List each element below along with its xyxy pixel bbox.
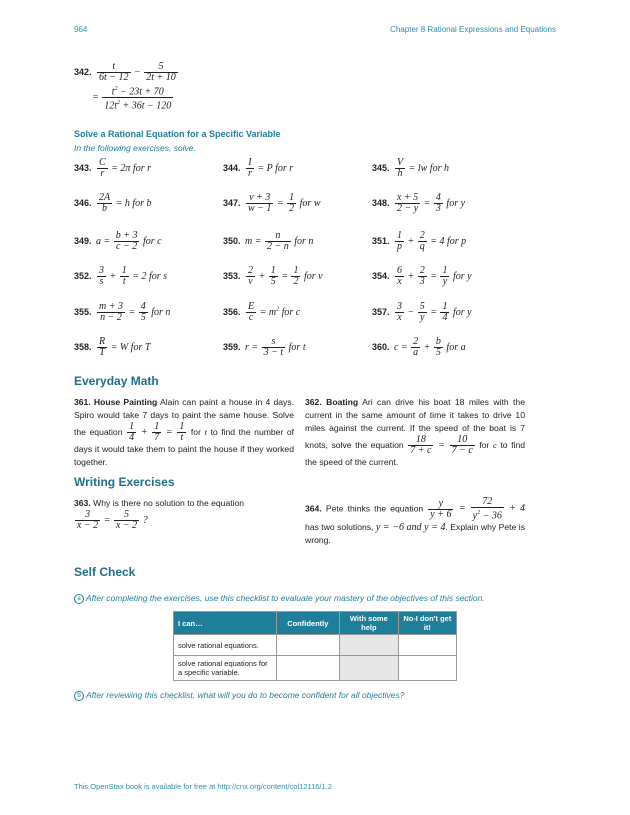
table-cell: solve rational equations for a specific variable. (174, 656, 277, 681)
exercise-362: 362. Boating Ari can drive his boat 18 miles with the current in the same amount of time it takes to drive 10 miles against the current. If the speed of the boat is 7 knots, solve the equation $\frac{18}{7 + c}$ = $\frac{10}{7 - c}$ for c to find the speed of the current. (305, 397, 526, 467)
exercise-346: 346. $\frac{2A}{b}$ = h for b (74, 192, 152, 215)
section-instruction: In the following exercises, solve. (74, 143, 196, 153)
exercise-352: 352. $\frac{3}{s}$ + $\frac{1}{t}$ = 2 for s (74, 265, 168, 288)
a-marker-icon: a (74, 594, 84, 604)
table-cell[interactable] (340, 656, 399, 681)
exercise-353: 353. $\frac{2}{v}$ + $\frac{1}{5}$ = $\frac{1}{2}$ for v (223, 265, 323, 288)
self-check-table (173, 611, 457, 681)
exercise-355: 355. $\frac{m + 3}{n - 2}$ = $\frac{4}{5}$ for n (74, 301, 171, 324)
exercise-363: 363. Why is there no solution to the equation $\frac{3}{x - 2}$ = $\frac{5}{x - 2}$ ? (74, 498, 245, 531)
table-row (174, 635, 457, 656)
exercise-342 (74, 62, 179, 83)
exercise-357: 357. $\frac{3}{x}$ − $\frac{5}{y}$ = $\frac{1}{4}$ for y (372, 301, 472, 324)
exercise-364: 364. Pete thinks the equation $\frac{y}{y + 6}$ = $\frac{72}{y^2 - 36}$ + 4 has two solutions, y = −6 and y = 4. Explain why Pete is wrong. (305, 496, 526, 546)
table-cell[interactable] (398, 656, 456, 681)
exercise-number: 342. (74, 67, 92, 77)
table-header: Confidently (276, 612, 339, 635)
equation: $\frac{t}{6t - 12}$ − $\frac{5}{2t + 10}$ (98, 61, 176, 84)
exercise-359: 359. r = $\frac{s}{3 - t}$ for t (223, 336, 306, 359)
exercise-344: 344. $\frac{I}{r}$ = P for r (223, 157, 294, 180)
self-check-prompt-b: b After reviewing this checklist, what will you do to become confident for all objectives? (74, 690, 404, 701)
table-header: I can… (174, 612, 277, 635)
exercise-354: 354. $\frac{6}{x}$ + $\frac{2}{3}$ = $\frac{1}{y}$ for y (372, 265, 472, 288)
table-cell: solve rational equations. (174, 635, 277, 656)
self-check-prompt-a: a After completing the exercises, use this checklist to evaluate your mastery of the objectives of this section. (74, 593, 485, 604)
exercise-358: 358. $\frac{R}{T}$ = W for T (74, 336, 151, 359)
exercise-349: 349. a = $\frac{b + 3}{c - 2}$ for c (74, 230, 162, 253)
exercise-348: 348. $\frac{x + 5}{2 - y}$ = $\frac{4}{3}$ for y (372, 192, 466, 215)
exercise-356: 356. $\frac{E}{c}$ = $m^2$ for c (223, 301, 301, 324)
b-marker-icon: b (74, 691, 84, 701)
table-cell[interactable] (340, 635, 399, 656)
exercise-361: 361. House Painting Alain can paint a house in 4 days. Spiro would take 7 days to paint the same house. Solve the equation $\frac{1}{4}$ + $\frac{1}{7}$ = $\frac{1}{t}$ for t to find the number of days it would take them to paint the house if they worked together. (74, 397, 295, 467)
table-header: With some help (340, 612, 399, 635)
footer-text: This OpenStax book is available for free at http://cnx.org/content/col12116/1.2 (74, 782, 332, 791)
table-header: No-I don't get it! (398, 612, 456, 635)
chapter-title: Chapter 8 Rational Expressions and Equations (390, 25, 556, 34)
self-check-heading: Self Check (74, 565, 136, 579)
section-title: Solve a Rational Equation for a Specific Variable (74, 129, 281, 139)
exercise-360: 360. c = $\frac{2}{a}$ + $\frac{b}{5}$ for a (372, 336, 466, 359)
exercise-345: 345. $\frac{V}{h}$ = lw for h (372, 157, 449, 180)
exercise-351: 351. $\frac{1}{p}$ + $\frac{2}{q}$ = 4 for p (372, 230, 467, 253)
exercise-343: 343. $\frac{C}{r}$ = 2π for r (74, 157, 151, 180)
page-number: 964 (74, 25, 88, 34)
exercise-342-answer: = $\frac{t^2 - 23t + 70}{12t^2 + 36t - 120}$ (92, 86, 172, 112)
table-cell[interactable] (398, 635, 456, 656)
writing-exercises-heading: Writing Exercises (74, 475, 175, 489)
table-cell[interactable] (276, 656, 339, 681)
everyday-math-heading: Everyday Math (74, 374, 159, 388)
table-row (174, 656, 457, 681)
exercise-350: 350. m = $\frac{n}{2 - n}$ for n (223, 230, 314, 253)
table-cell[interactable] (276, 635, 339, 656)
exercise-347: 347. $\frac{v + 3}{w - 1}$ = $\frac{1}{2}$ for w (223, 192, 321, 215)
